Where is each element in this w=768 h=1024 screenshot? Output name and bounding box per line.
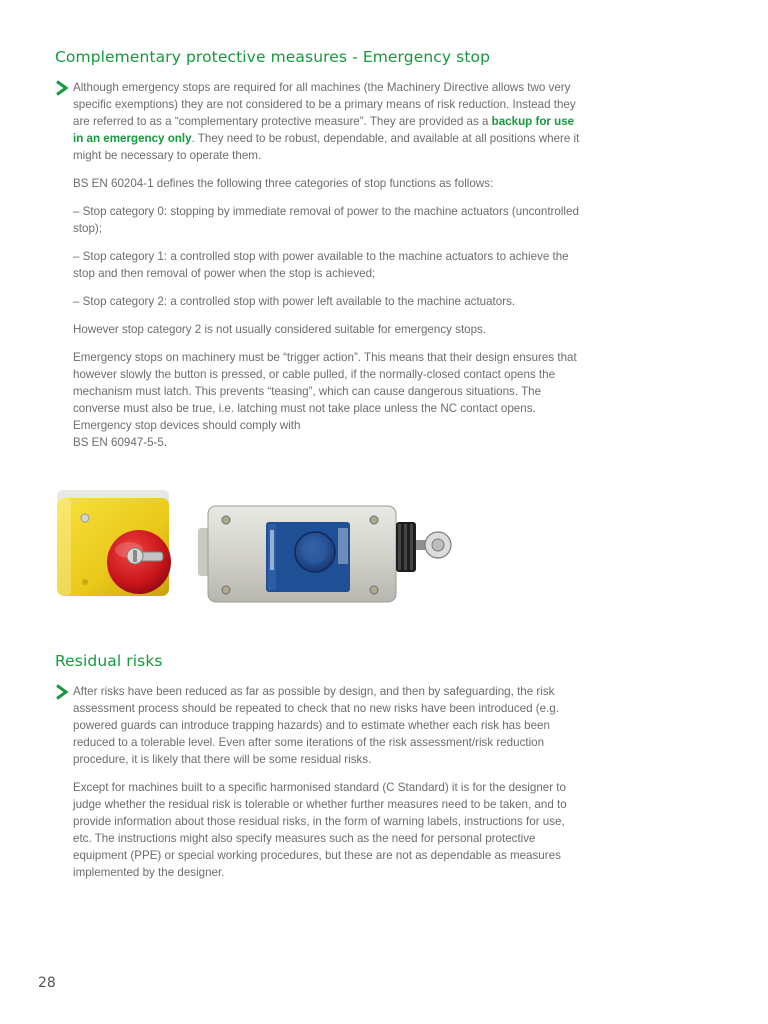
emphasis-text: backup for use in an emergency only bbox=[73, 115, 575, 145]
page-number: 28 bbox=[38, 975, 56, 991]
paragraph: – Stop category 0: stopping by immediate removal of power to the machine actuators (uncontrolled stop); bbox=[73, 205, 579, 235]
paragraph-text: After risks have been reduced as far as possible by design, and then by safeguarding, the risk assessment process should be repeated to check that no new risks have been introduced (e.g. powered guards can introduce trapping hazards) and to estimate whether each risk has been reduced to a tolerable level. Even after some iterations of the risk assessment/risk reduction procedure, it is likely that there will be some residual risks. bbox=[73, 685, 559, 766]
paragraph bbox=[73, 79, 583, 164]
section-residual-risks-body bbox=[73, 683, 583, 892]
paragraph-text: Although emergency stops are required for all machines (the Machinery Directive allows two very specific exemptions) they are not considered to be a primary means of risk reduction. Instead they are referred to as a “complementary protective measure”. They are provided as a bbox=[73, 81, 576, 128]
section-heading-emergency-stop: Complementary protective measures - Emergency stop bbox=[55, 48, 491, 66]
paragraph: Except for machines built to a specific harmonised standard (C Standard) it is for the designer to judge whether the residual risk is tolerable or whether further measures need to be taken, and to provide information about those residual risks, in the form of warning labels, instructions for use, etc. The instructions might also specify measures such as the need for personal protective equipment (PPE) or special working procedures, but these are not as dependable as measures implemented by the designer. bbox=[73, 781, 567, 879]
emergency-stop-button-image bbox=[55, 490, 173, 598]
paragraph-text: Emergency stops on machinery must be “trigger action”. This means that their design ensures that however slowly the button is pressed, or cable pulled, if the normally-closed contact opens the mechanism must latch. This prevents “teasing”, which can cause dangerous situations. The converse must also be true, i.e. latching must not take place unless the NC contact opens. Emergency stop devices should comply with bbox=[73, 351, 577, 432]
paragraph: However stop category 2 is not usually considered suitable for emergency stops. bbox=[73, 323, 487, 336]
section-heading-residual-risks: Residual risks bbox=[55, 652, 163, 670]
paragraph: – Stop category 1: a controlled stop with power available to the machine actuators to achieve the stop and then removal of power when the stop is achieved; bbox=[73, 250, 569, 280]
paragraph-text: BS EN 60947-5-5. bbox=[73, 436, 168, 449]
paragraph bbox=[73, 349, 583, 451]
rope-pull-switch-image bbox=[198, 500, 454, 604]
paragraph: – Stop category 2: a controlled stop with power left available to the machine actuators. bbox=[73, 295, 516, 308]
paragraph-text: . They need to be robust, dependable, and available at all positions where it might be necessary to operate them. bbox=[73, 132, 580, 162]
chevron-right-icon bbox=[54, 684, 70, 700]
section-emergency-stop-body bbox=[73, 79, 583, 462]
paragraph: BS EN 60204-1 defines the following three categories of stop functions as follows: bbox=[73, 177, 494, 190]
chevron-right-icon bbox=[54, 80, 70, 96]
paragraph bbox=[73, 683, 583, 768]
